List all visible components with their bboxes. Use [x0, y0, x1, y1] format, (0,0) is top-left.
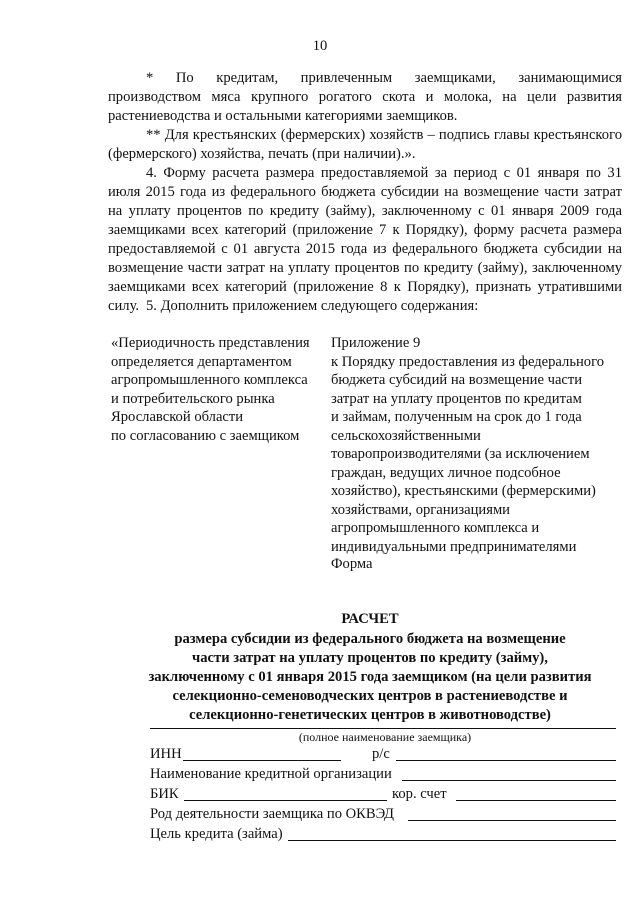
periodicity-line: агропромышленного комплекса	[111, 372, 308, 388]
item-5-text: 5. Дополнить приложением следующего содержания:	[146, 298, 479, 314]
kor-label: кор. счет	[392, 786, 447, 802]
appendix-line: индивидуальными предпринимателями	[331, 538, 577, 555]
rs-label: р/с	[372, 746, 390, 762]
periodicity-line: по согласованию с заемщиком	[111, 427, 300, 444]
bank-name-label: Наименование кредитной организации	[150, 766, 392, 782]
periodicity-line: Ярославской области	[111, 409, 244, 425]
title-raschet: РАСЧЕТ	[341, 611, 399, 627]
forma-label: Форма	[331, 556, 373, 572]
okved-field[interactable]	[408, 820, 616, 821]
periodicity-line: «Периодичность представления	[111, 335, 310, 351]
bik-row	[150, 784, 620, 804]
footnote-2: ** Для крестьянских (фермерских) хозяйств – подпись главы крестьянского (фермерского) хозяйства, печать (при наличии).».	[108, 127, 622, 162]
appendix-line: граждан, ведущих личное подсобное	[331, 464, 561, 481]
appendix-line: товаропроизводителями (за исключением	[331, 446, 590, 462]
periodicity-line: определяется департаментом	[111, 353, 292, 370]
inn-row	[150, 744, 620, 764]
appendix-line: и займам, полученным на срок до 1 года	[331, 409, 582, 425]
bik-field[interactable]	[184, 800, 387, 801]
bik-label: БИК	[150, 786, 179, 802]
kor-field[interactable]	[456, 800, 616, 801]
purpose-label: Цель кредита (займа)	[150, 826, 283, 842]
bank-name-field[interactable]	[402, 780, 616, 781]
okved-row	[150, 804, 620, 824]
appendix-line: агропромышленного комплекса и	[331, 520, 540, 536]
bank-name-row	[150, 764, 620, 784]
okved-label: Род деятельности заемщика по ОКВЭД	[150, 806, 395, 822]
footnote-1: * По кредитам, привлеченным заемщиками, занимающимися производством мяса крупного рогатого скота и молока, на цели развития растениеводства и остальными категориями заемщиков.	[108, 70, 622, 124]
appendix-line: хозяйствами, организациями	[331, 501, 510, 518]
periodicity-block	[111, 334, 326, 445]
purpose-field[interactable]	[288, 840, 616, 841]
title-line: размера субсидии из федерального бюджета на возмещение	[174, 631, 566, 647]
appendix-header	[331, 334, 621, 556]
appendix-line: хозяйство), крестьянскими (фермерскими)	[331, 483, 596, 499]
appendix-line: к Порядку предоставления из федерального	[331, 353, 604, 370]
appendix-line: затрат на уплату процентов по кредитам	[331, 390, 582, 407]
appendix-line: бюджета субсидий на возмещение части	[331, 372, 583, 388]
inn-field[interactable]	[183, 760, 341, 761]
title-line: селекционно-генетических центров в животноводстве)	[189, 707, 551, 723]
title-line: селекционно-семеноводческих центров в растениеводстве и	[172, 688, 568, 704]
purpose-row	[150, 824, 620, 844]
appendix-line: сельскохозяйственными	[331, 427, 481, 444]
page-number: 10	[312, 38, 328, 54]
item-4-text: 4. Форму расчета размера предоставляемой за период с 01 января по 31 июля 2015 года из федерального бюджета субсидии на возмещение части затрат на уплату процентов по кредиту (займу), заключенному с 01 января 2009 года заемщиками всех категорий (приложение 7 к Порядку), форму расчета размера предоставляемой с 01 августа 2015 года из федерального бюджета субсидии на возмещение части затрат на уплату процентов по кредиту (займу), заключенному заемщиками всех категорий (приложение 8 к Порядку), признать утратившими силу.	[108, 165, 622, 314]
borrower-name-line[interactable]	[150, 728, 616, 729]
title-line: части затрат на уплату процентов по кредиту (займу),	[192, 650, 548, 666]
appendix-line: Приложение 9	[331, 335, 421, 351]
inn-label: ИНН	[150, 746, 182, 762]
rs-field[interactable]	[396, 760, 616, 761]
periodicity-line: и потребительского рынка	[111, 390, 275, 407]
title-line: заключенному с 01 января 2015 года заемщиком (на цели развития	[148, 669, 592, 685]
borrower-name-hint: (полное наименование заемщика)	[298, 730, 472, 744]
